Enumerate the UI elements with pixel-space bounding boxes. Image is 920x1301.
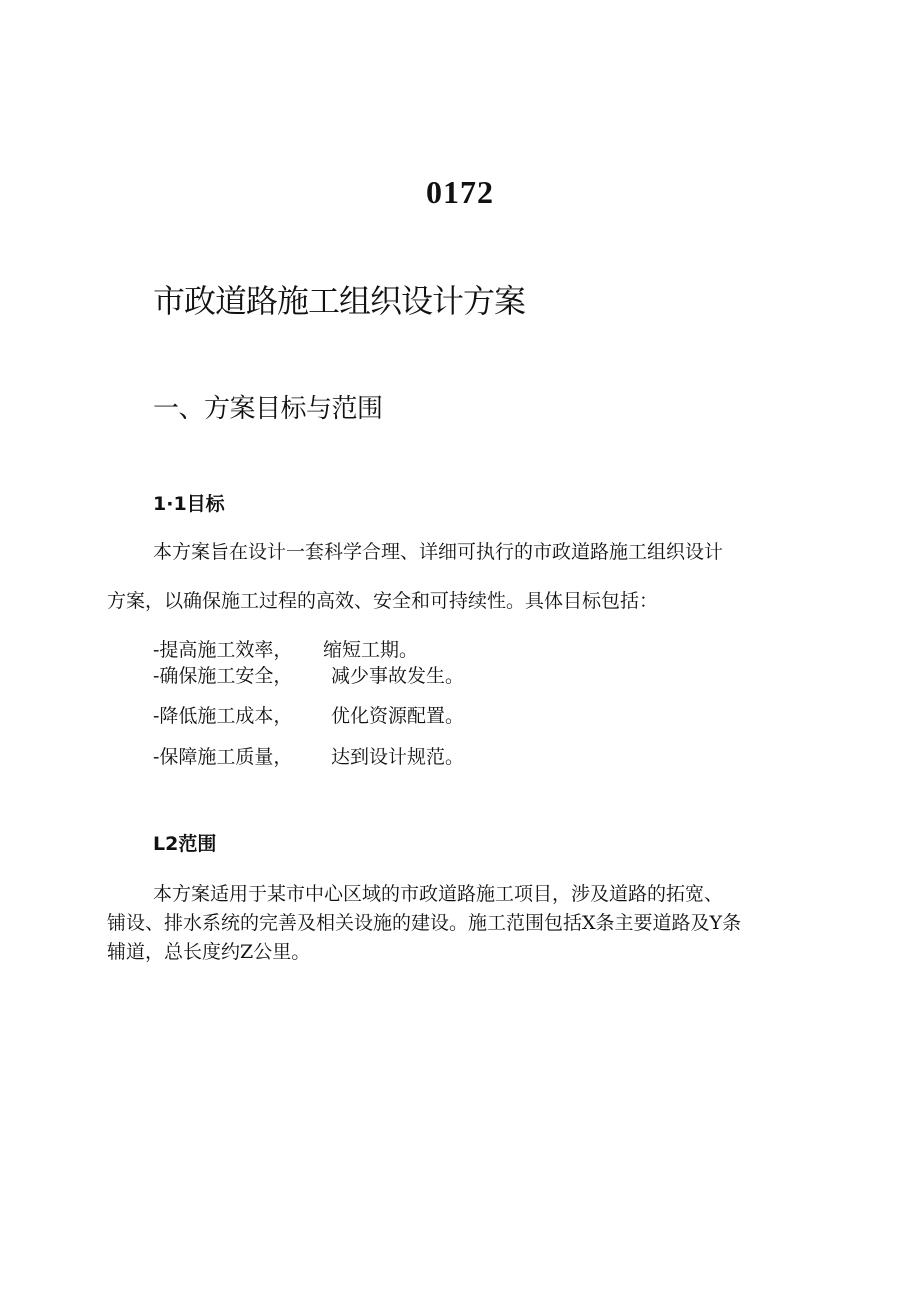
document-number: 0172 (426, 174, 494, 210)
scope-paragraph-line: 辅道，总长度约Z公里。 (107, 941, 311, 963)
subheading-scope: L2范围 (153, 833, 217, 855)
document-title: 市政道路施工组织设计方案 (153, 282, 526, 320)
goal-item-rest: 减少事故发生。 (331, 665, 465, 687)
goal-paragraph-line: 方案，以确保施工过程的高效、安全和可持续性。具体目标包括： (107, 590, 659, 612)
goal-item-rest: 优化资源配置。 (331, 705, 465, 727)
goal-item-main: -保障施工质量， (153, 746, 293, 768)
goal-paragraph-line: 本方案旨在设计一套科学合理、详细可执行的市政道路施工组织设计 (153, 541, 724, 563)
goal-item-main: -降低施工成本， (153, 705, 293, 727)
scope-paragraph-line: 本方案适用于某市中心区域的市政道路施工项目，涉及道路的拓宽、 (153, 883, 724, 905)
goal-item-main: -确保施工安全， (153, 665, 293, 687)
subheading-goal: 1·1目标 (153, 493, 225, 515)
goal-list-item (153, 744, 464, 770)
goal-list-item (153, 703, 464, 729)
goal-item-rest: 缩短工期。 (323, 639, 419, 661)
section-heading-goals-scope: 一、方案目标与范围 (153, 394, 383, 424)
goal-item-main: -提高施工效率， (153, 639, 293, 661)
goal-item-rest: 达到设计规范。 (331, 746, 465, 768)
goal-list-item (153, 637, 418, 663)
goal-list-item (153, 663, 464, 689)
scope-paragraph-line: 铺设、排水系统的完善及相关设施的建设。施工范围包括X条主要道路及Y条 (107, 912, 742, 934)
